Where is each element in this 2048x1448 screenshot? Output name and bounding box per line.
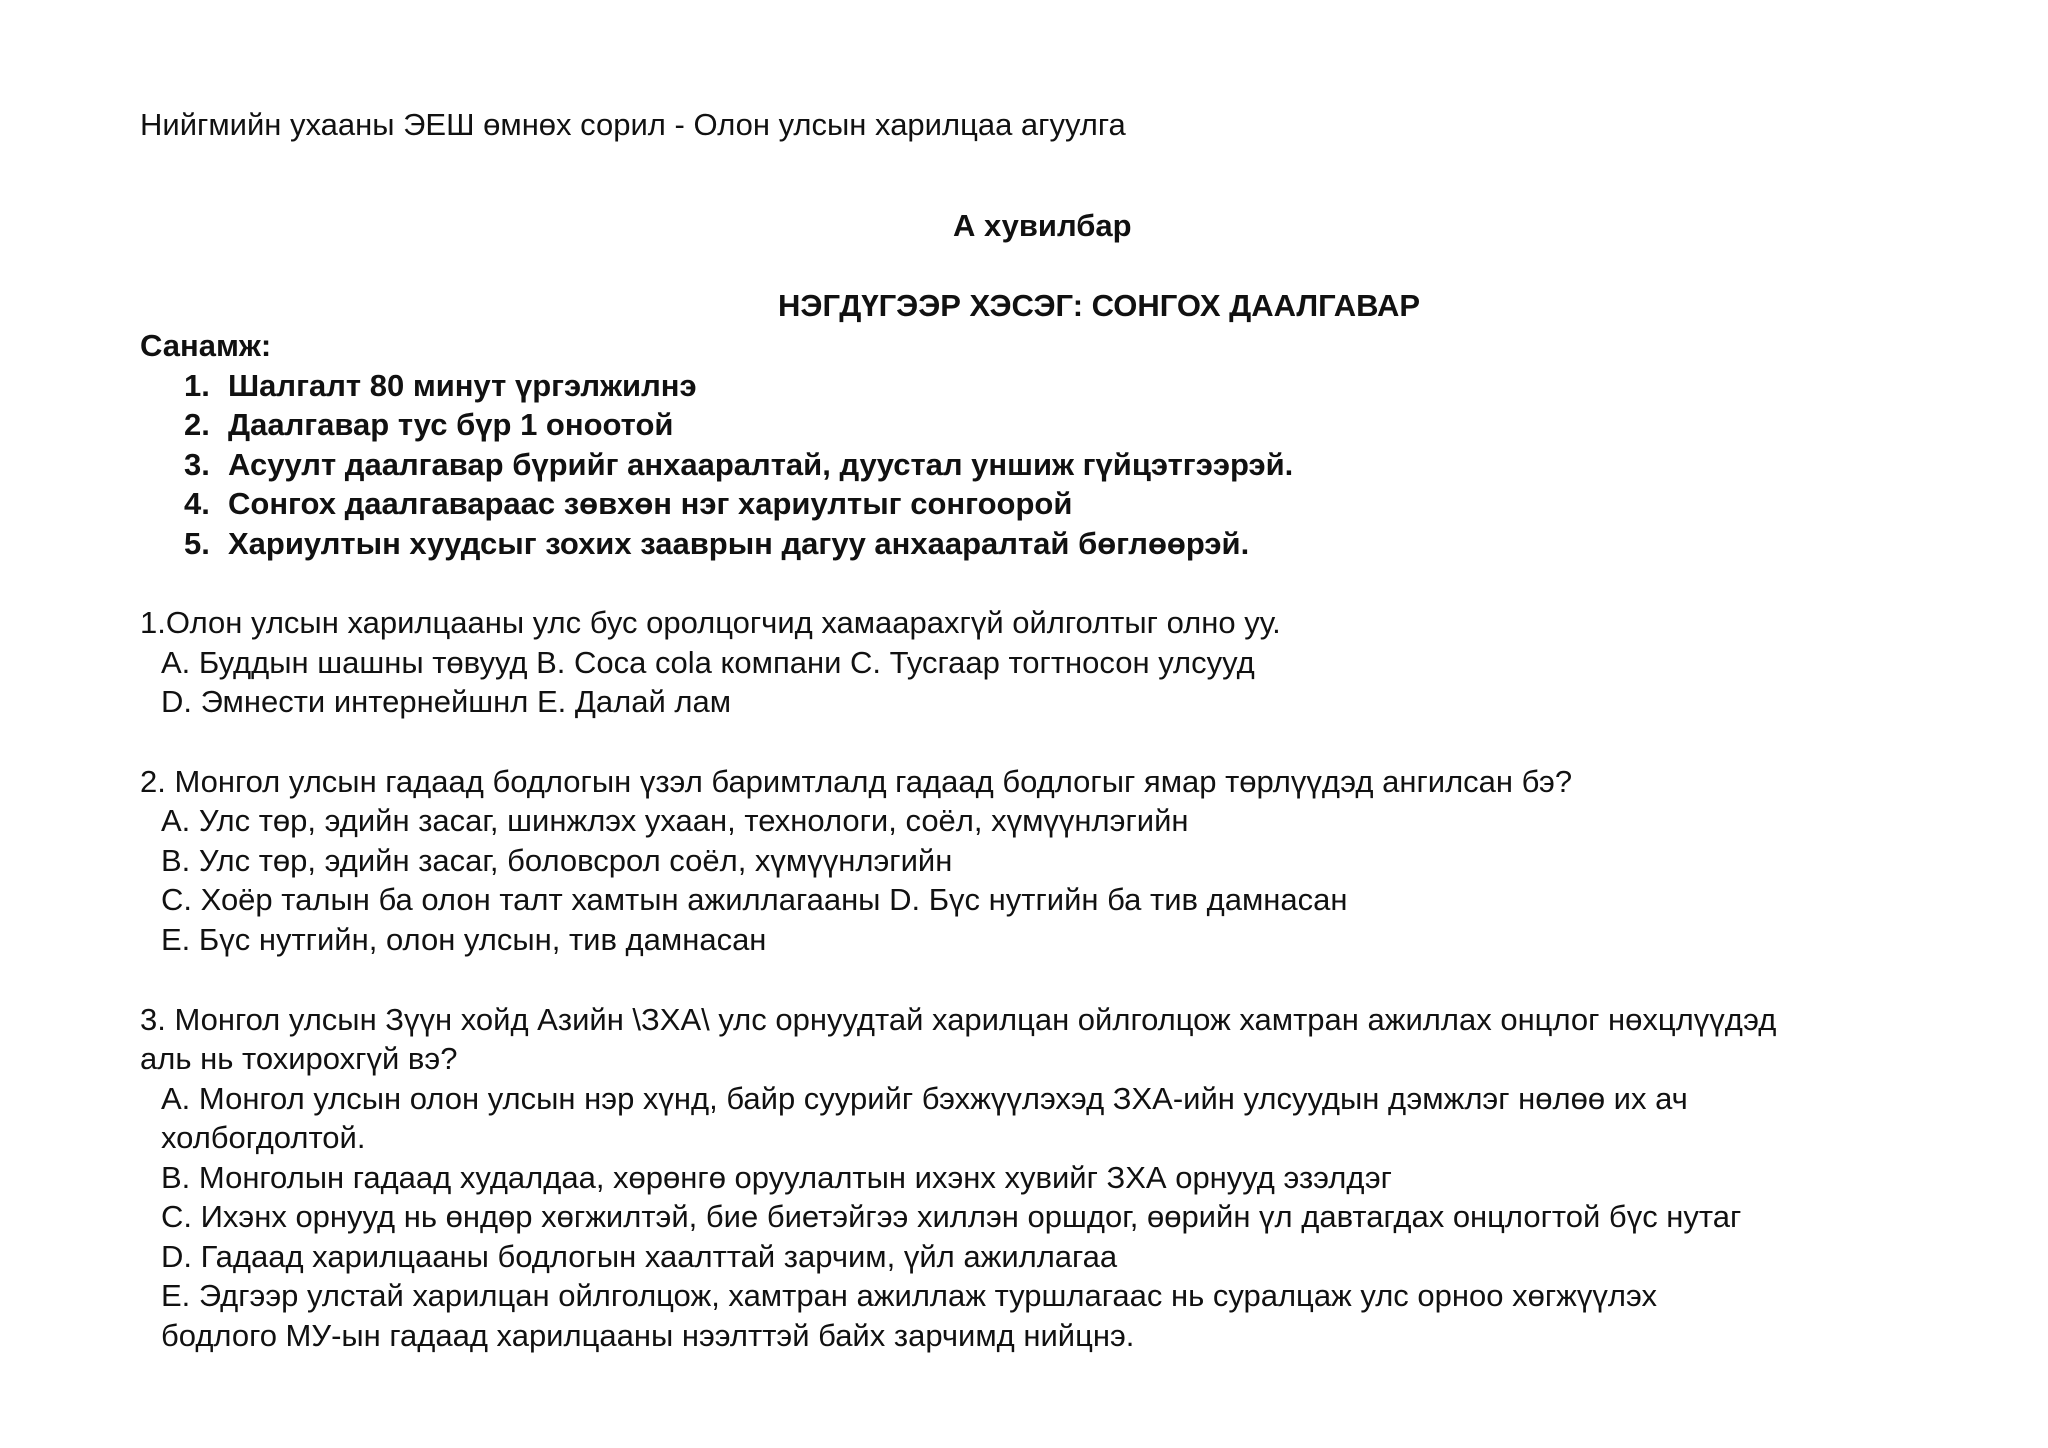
note-item [184,445,1293,485]
question-3-option-line: A. Монгол улсын олон улсын нэр хүнд, байр суурийг бэхжүүлэхэд ЗХА-ийн улсуудын дэмжлэг нөлөө их ач [161,1081,1688,1116]
note-item [184,405,673,445]
document-title: Нийгмийн ухааны ЭЕШ өмнөх сорил - Олон улсын харилцаа агуулга [140,107,1126,142]
question-3-option-line: D. Гадаад харилцааны бодлогын хаалттай зарчим, үйл ажиллагаа [161,1239,1118,1274]
section-heading: НЭГДҮГЭЭР ХЭСЭГ: СОНГОХ ДААЛГАВАР [778,288,1421,323]
question-2-option-line: E. Бүс нутгийн, олон улсын, тив дамнасан [161,922,767,957]
notes-heading: Санамж: [140,328,272,363]
note-number: 4. [184,486,210,521]
question-3-option-line: холбогдолтой. [161,1120,366,1155]
question-3-option-line: C. Ихэнх орнууд нь өндөр хөгжилтэй, бие биетэйгээ хиллэн оршдог, өөрийн үл давтагдах онцлогтой бүс нутаг [161,1199,1742,1234]
note-number: 2. [184,407,210,442]
note-item [184,524,1249,564]
note-item [184,484,1072,524]
question-1-stem: 1.Олон улсын харилцааны улс бус оролцогчид хамаарахгүй ойлголтыг олно уу. [140,605,1281,640]
note-text: Сонгох даалгавараас зөвхөн нэг хариултыг сонгоорой [228,486,1073,521]
question-2-stem: 2. Монгол улсын гадаад бодлогын үзэл баримтлалд гадаад бодлогыг ямар төрлүүдэд ангилсан бэ? [140,764,1573,799]
note-text: Даалгавар тус бүр 1 оноотой [228,407,674,442]
note-number: 3. [184,447,210,482]
question-2-option-line: B. Улс төр, эдийн засаг, боловсрол соёл, хүмүүнлэгийн [161,843,953,878]
question-3-stem: 3. Монгол улсын Зүүн хойд Азийн \ЗХА\ улс орнуудтай харилцан ойлголцож хамтран ажиллах онцлог нөхцлүүдэд [140,1002,1777,1037]
note-text: Асуулт даалгавар бүрийг анхааралтай, дуустал уншиж гүйцэтгээрэй. [228,447,1294,482]
question-3-stem: аль нь тохирохгүй вэ? [140,1041,458,1076]
note-item [184,366,697,406]
note-text: Шалгалт 80 минут үргэлжилнэ [228,368,697,403]
note-number: 5. [184,526,210,561]
question-2-option-line: A. Улс төр, эдийн засаг, шинжлэх ухаан, технологи, соёл, хүмүүнлэгийн [161,803,1189,838]
question-3-option-line: бодлого МУ-ын гадаад харилцааны нээлттэй байх зарчимд нийцнэ. [161,1318,1135,1353]
question-3-option-line: B. Монголын гадаад худалдаа, хөрөнгө оруулалтын ихэнх хувийг ЗХА орнууд эзэлдэг [161,1160,1392,1195]
note-number: 1. [184,368,210,403]
question-2-option-line: C. Хоёр талын ба олон талт хамтын ажиллагааны D. Бүс нутгийн ба тив дамнасан [161,882,1348,917]
note-text: Хариултын хуудсыг зохих зааврын дагуу анхааралтай бөглөөрэй. [228,526,1250,561]
question-1-option-line: A. Буддын шашны төвууд B. Coca cola компани C. Тусгаар тогтносон улсууд [161,645,1255,680]
question-3-option-line: E. Эдгээр улстай харилцан ойлголцож, хамтран ажиллаж туршлагаас нь суралцаж улс орноо хөгжүүлэх [161,1278,1657,1313]
question-1-option-line: D. Эмнести интернейшнл E. Далай лам [161,684,732,719]
variant-heading: А хувилбар [953,208,1132,243]
